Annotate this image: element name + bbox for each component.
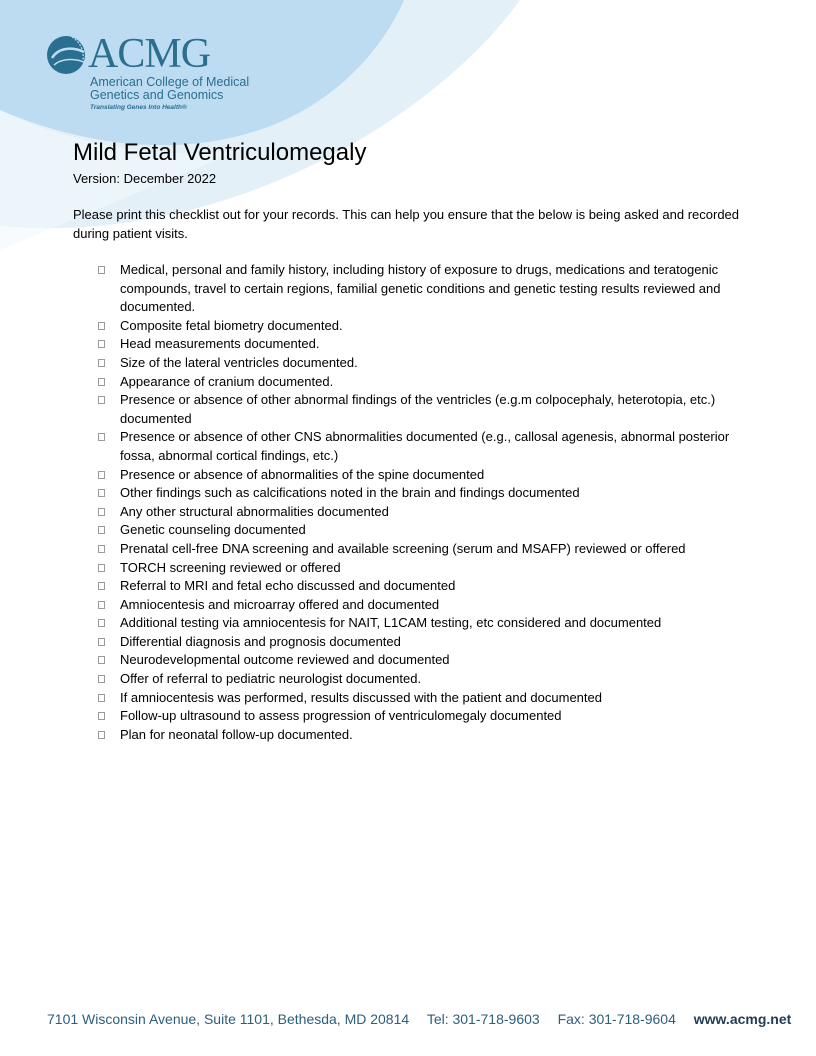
checklist-item-label: Plan for neonatal follow-up documented.: [120, 726, 353, 742]
checklist-item-label: Presence or absence of other abnormal findings of the ventricles (e.g.m colpocephaly, heterotopia, etc.) documented: [120, 392, 716, 426]
checklist-item-label: If amniocentesis was performed, results discussed with the patient and documented: [120, 689, 602, 705]
checkbox[interactable]: [98, 396, 105, 404]
checkbox[interactable]: [98, 340, 105, 348]
checklist-item: [73, 670, 753, 689]
checkbox[interactable]: [98, 564, 105, 572]
checklist-item: [73, 540, 753, 559]
checklist-item: [73, 521, 753, 540]
checkbox[interactable]: [98, 675, 105, 683]
checklist-item-label: Offer of referral to pediatric neurologist documented.: [120, 671, 422, 687]
checklist-item-label: Genetic counseling documented: [120, 522, 306, 538]
checkbox[interactable]: [98, 322, 105, 330]
dna-globe-icon: [46, 34, 92, 76]
checklist-item: [73, 633, 753, 652]
checklist-item: [73, 614, 753, 633]
checklist-item-label: Other findings such as calcifications noted in the brain and findings documented: [120, 485, 580, 501]
checkbox[interactable]: [98, 526, 105, 534]
checklist-item: [73, 484, 753, 503]
checkbox[interactable]: [98, 694, 105, 702]
org-name-line2: Genetics and Genomics: [90, 88, 224, 102]
checklist-item-label: Head measurements documented.: [120, 336, 320, 352]
checklist-item: [73, 707, 753, 726]
checklist-item: [73, 503, 753, 522]
checklist: [73, 261, 753, 744]
checkbox[interactable]: [98, 545, 105, 553]
footer-tel: Tel: 301-718-9603: [426, 1011, 540, 1027]
checklist-item: [73, 354, 753, 373]
org-name: [90, 76, 290, 102]
checklist-item-label: Presence or absence of abnormalities of the spine documented: [120, 466, 485, 482]
checkbox[interactable]: [98, 266, 105, 274]
checklist-item: [73, 577, 753, 596]
checklist-item: [73, 428, 753, 465]
checklist-item: [73, 373, 753, 392]
checkbox[interactable]: [98, 656, 105, 664]
tagline: Translating Genes Into Health®: [90, 104, 187, 111]
footer: [47, 1011, 792, 1027]
checklist-item: [73, 317, 753, 336]
document-body: [73, 138, 753, 744]
checklist-item-label: Size of the lateral ventricles documented.: [120, 354, 358, 370]
checklist-item: [73, 559, 753, 578]
checklist-item-label: Presence or absence of other CNS abnormalities documented (e.g., callosal agenesis, abnormal posterior fossa, abnormal cortical findings, etc.): [120, 429, 730, 463]
checklist-item: [73, 466, 753, 485]
checklist-item-label: Medical, personal and family history, including history of exposure to drugs, medications and teratogenic compounds, travel to certain regions, familial genetic conditions and genetic testing results reviewed and documented.: [120, 262, 721, 315]
checklist-item-label: Differential diagnosis and prognosis documented: [120, 633, 401, 649]
checkbox[interactable]: [98, 731, 105, 739]
checklist-item-label: Appearance of cranium documented.: [120, 373, 334, 389]
checklist-item-label: Neurodevelopmental outcome reviewed and documented: [120, 652, 450, 668]
checkbox[interactable]: [98, 601, 105, 609]
checkbox[interactable]: [98, 359, 105, 367]
checklist-item-label: Any other structural abnormalities documented: [120, 503, 389, 519]
checklist-item-label: Prenatal cell-free DNA screening and available screening (serum and MSAFP) reviewed or offered: [120, 540, 686, 556]
logo-wordmark: ACMG: [88, 31, 211, 77]
checklist-item-label: Follow-up ultrasound to assess progression of ventriculomegaly documented: [120, 708, 562, 724]
org-name-line1: American College of Medical: [90, 75, 250, 89]
checkbox[interactable]: [98, 619, 105, 627]
checkbox[interactable]: [98, 508, 105, 516]
checklist-item-label: Additional testing via amniocentesis for NAIT, L1CAM testing, etc considered and documented: [120, 615, 662, 631]
checklist-item-label: Composite fetal biometry documented.: [120, 317, 343, 333]
checklist-item-label: Referral to MRI and fetal echo discussed and documented: [120, 578, 456, 594]
checklist-item-label: TORCH screening reviewed or offered: [120, 559, 341, 575]
version-label: Version: December 2022: [73, 171, 217, 186]
footer-website-link[interactable]: www.acmg.net: [693, 1011, 792, 1027]
footer-address: 7101 Wisconsin Avenue, Suite 1101, Bethesda, MD 20814: [47, 1011, 410, 1027]
checkbox[interactable]: [98, 582, 105, 590]
checklist-item: [73, 596, 753, 615]
checkbox[interactable]: [98, 712, 105, 720]
checkbox[interactable]: [98, 638, 105, 646]
checklist-item: [73, 391, 753, 428]
footer-fax: Fax: 301-718-9604: [557, 1011, 676, 1027]
checklist-item: [73, 651, 753, 670]
checkbox[interactable]: [98, 471, 105, 479]
checklist-item: [73, 689, 753, 708]
checklist-item: [73, 261, 753, 317]
checkbox[interactable]: [98, 378, 105, 386]
checklist-item-label: Amniocentesis and microarray offered and documented: [120, 596, 440, 612]
page-title: Mild Fetal Ventriculomegaly: [73, 139, 367, 166]
intro-text: Please print this checklist out for your records. This can help you ensure that the below is being asked and recorded during patient visits.: [73, 207, 740, 241]
checklist-item: [73, 726, 753, 745]
checkbox[interactable]: [98, 489, 105, 497]
checklist-item: [73, 335, 753, 354]
checkbox[interactable]: [98, 433, 105, 441]
